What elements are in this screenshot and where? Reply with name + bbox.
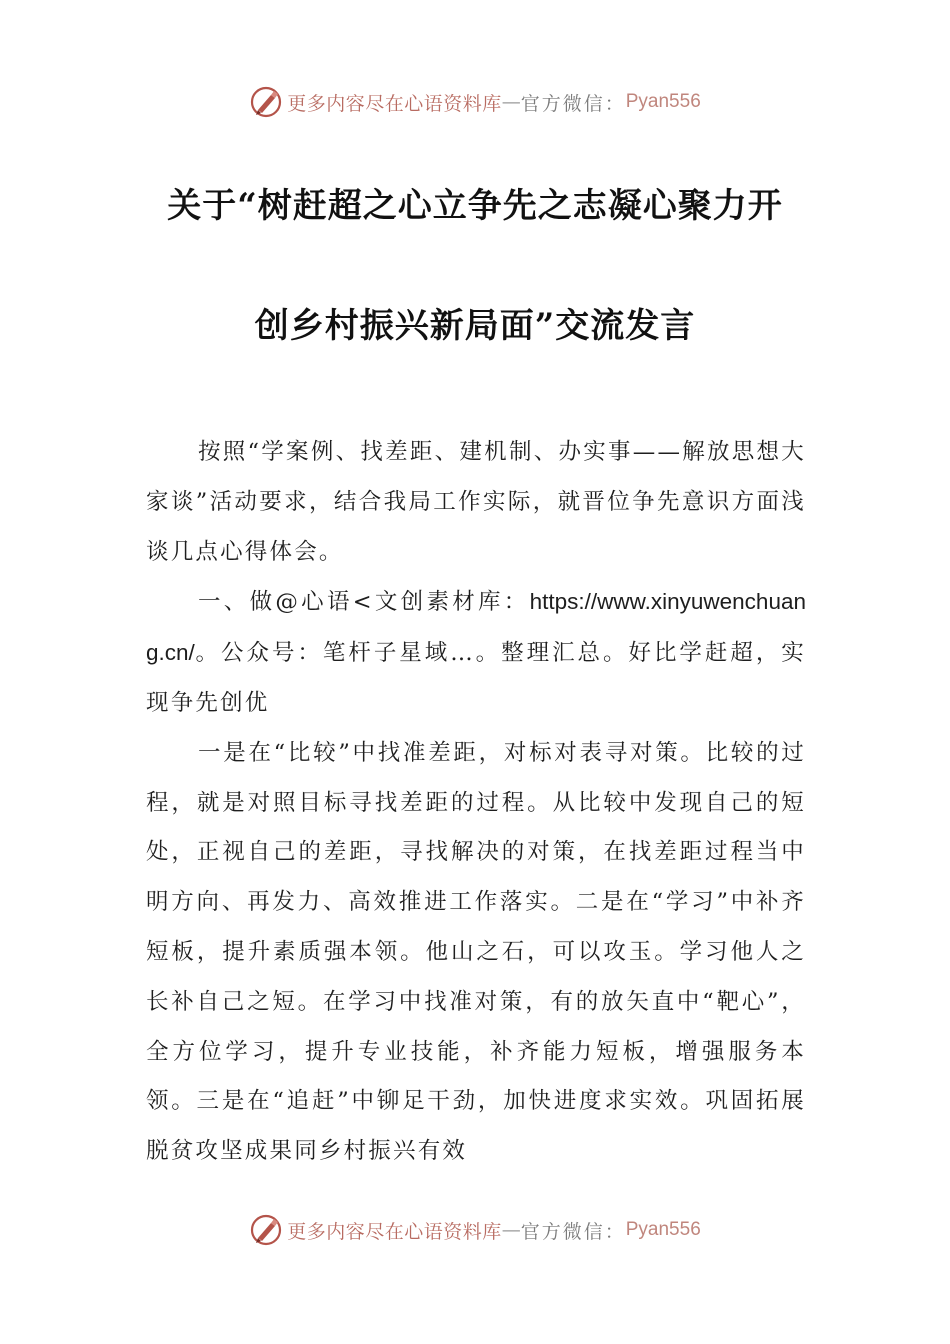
banner-wechat-id: Pyan556 [625, 91, 701, 112]
paragraph-details: 一是在“比较”中找准差距，对标对表寻对策。比较的过程，就是对照目标寻找差距的过程。从比较中发现自己的短处，正视自己的差距，寻找解决的对策，在找差距过程当中明方向、再发力、高效推进工作落实。二是在“学习”中补齐短板，提升素质强本领。他山之石，可以攻玉。学习他人之长补自己之短。在学习中找准对策，有的放矢直中“靶心”，全方位学习，提升专业技能，补齐能力短板，增强服务本领。三是在“追赶”中铆足干劲，加快进度求实效。巩固拓展脱贫攻坚成果同乡村振兴有效 [146, 739, 806, 1165]
footer-watermark-banner [0, 1210, 950, 1250]
banner-dash: — [501, 1219, 521, 1241]
banner-official-label: 官方微信： [520, 92, 626, 115]
source-url-link[interactable]: https://www.xinyuwenchuang.cn/ [146, 589, 806, 666]
document-body [146, 428, 806, 1177]
paragraph-section-one [146, 577, 806, 728]
document-title-line-1: 关于“树赶超之心立争先之志凝心聚力开 [167, 186, 783, 226]
section-one-prefix: 一、做@心语<文创素材库： [198, 589, 530, 616]
document-title-line-2: 创乡村振兴新局面”交流发言 [254, 306, 696, 346]
banner-dash: — [501, 91, 521, 113]
banner-wechat-id: Pyan556 [625, 1219, 701, 1240]
banner-slogan: 更多内容尽在心语资料库 [287, 1220, 502, 1243]
pen-logo-icon [249, 85, 283, 119]
banner-official-label: 官方微信： [520, 1220, 626, 1243]
paragraph-intro: 按照“学案例、找差距、建机制、办实事——解放思想大家谈”活动要求，结合我局工作实际，就晋位争先意识方面浅谈几点心得体会。 [146, 439, 806, 565]
header-watermark-banner [0, 82, 950, 122]
section-one-suffix: 。公众号：笔杆子星域…。整理汇总。好比学赶超，实现争先创优 [146, 640, 806, 716]
banner-slogan: 更多内容尽在心语资料库 [287, 92, 502, 115]
pen-logo-icon [249, 1213, 283, 1247]
